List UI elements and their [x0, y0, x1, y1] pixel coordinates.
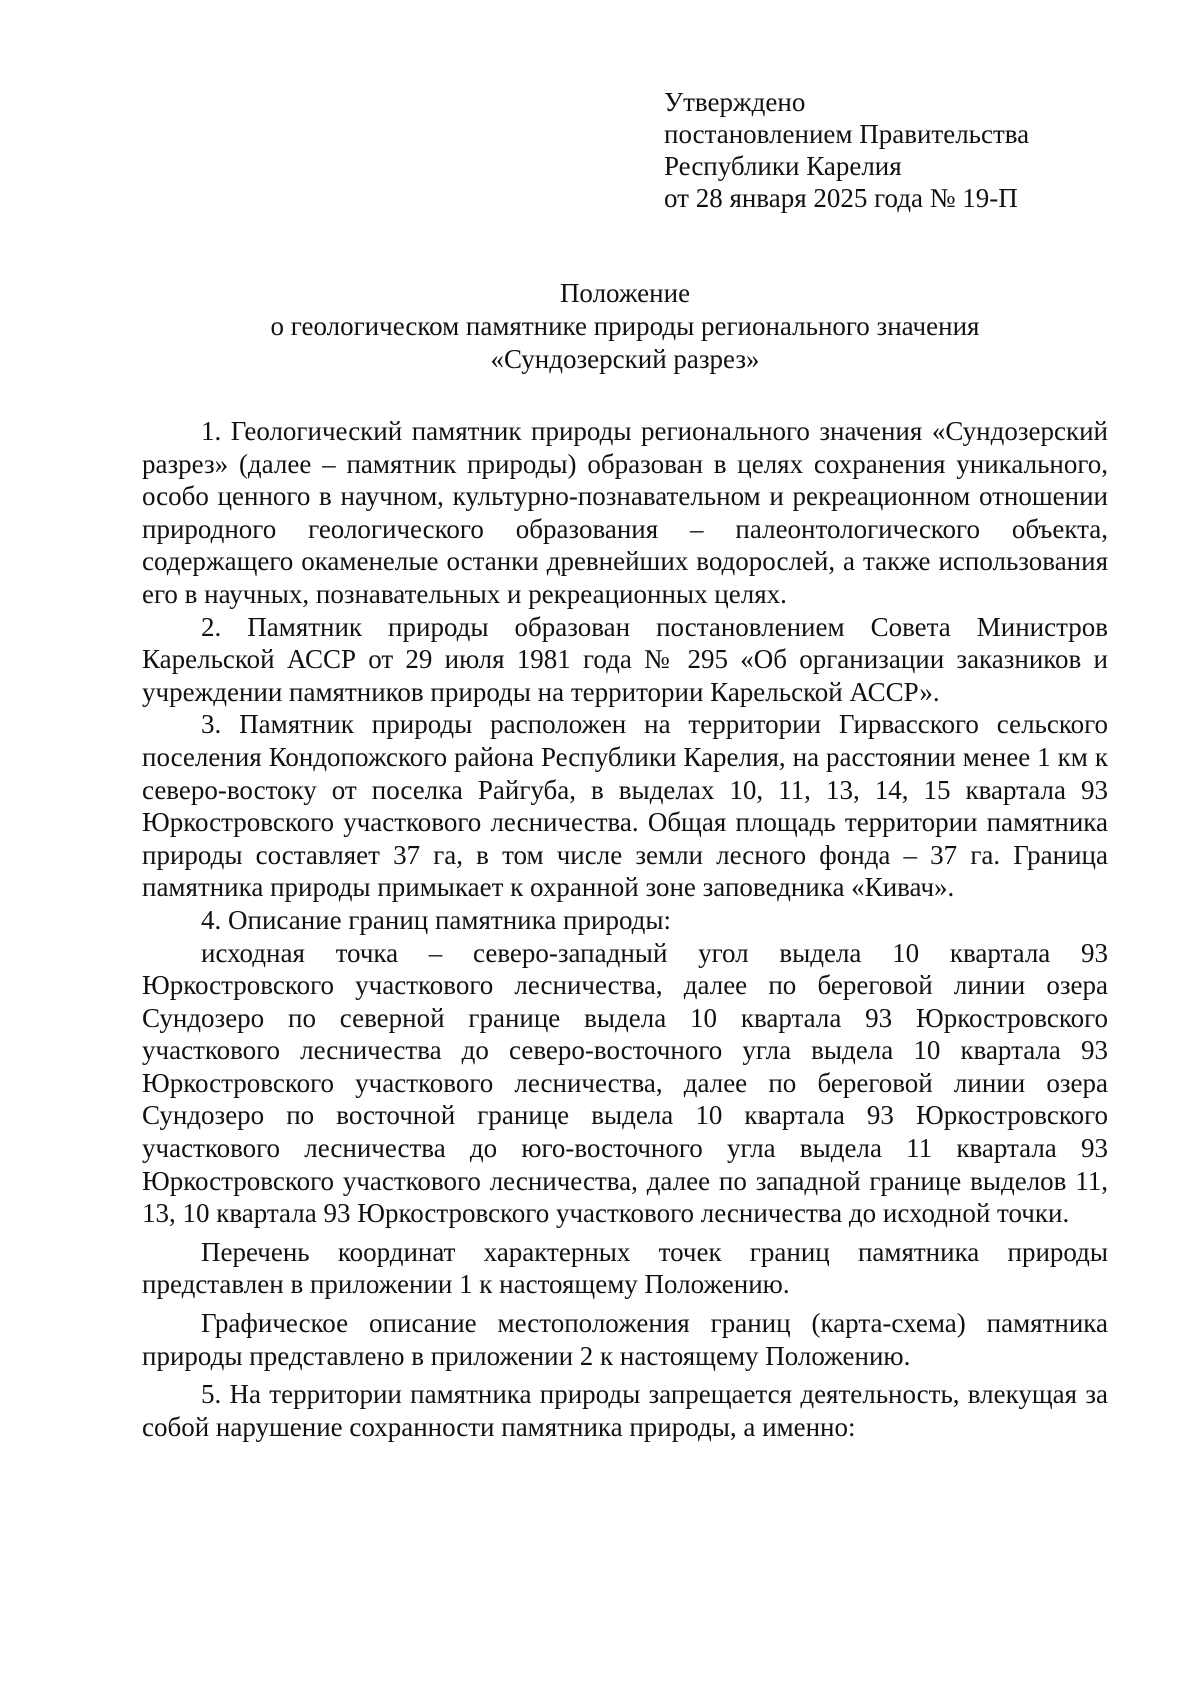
title-line-name: «Сундозерский разрез» [490, 344, 760, 374]
approval-line-republic: Республики Карелия [664, 151, 902, 181]
paragraph-3-location: 3. Памятник природы расположен на территории Гирвасского сельского поселения Кондопожского района Республики Карелия, на расстоянии менее 1 км к северо-востоку от поселка Райгуба, в выделах 10, 11, 13, 14, 15 квартала 93 Юркостровского участкового лесничества. Общая площадь территории памятника природы составляет 37 га, в том числе земли лесного фонда – 37 га. Граница памятника природы примыкает к охранной зоне заповедника «Кивач». [142, 709, 1108, 903]
paragraph-5-prohibitions: 5. На территории памятника природы запрещается деятельность, влекущая за собой нарушение сохранности памятника природы, а именно: [142, 1379, 1108, 1442]
paragraph-4-boundaries-description: исходная точка – северо-западный угол выдела 10 квартала 93 Юркостровского участкового лесничества, далее по береговой линии озера Сундозеро по северной границе выдела 10 квартала 93 Юркостровского участкового лесничества до северо-восточного угла выдела 10 квартала 93 Юркостровского участкового лесничества, далее по береговой линии озера Сундозеро по восточной границе выдела 10 квартала 93 Юркостровского участкового лесничества до юго-восточного угла выдела 11 квартала 93 Юркостровского участкового лесничества, далее по западной границе выделов 11, 13, 10 квартала 93 Юркостровского участкового лесничества до исходной точки. [142, 937, 1108, 1229]
title-line-subject: о геологическом памятнике природы регионального значения [270, 311, 980, 341]
paragraph-map-reference: Графическое описание местоположения границ (карта-схема) памятника природы представлено в приложении 2 к настоящему Положению. [142, 1308, 1108, 1371]
approval-line-resolution: постановлением Правительства [664, 119, 1030, 149]
paragraph-1-purpose: 1. Геологический памятник природы регионального значения «Сундозерский разрез» (далее – памятник природы) образован в целях сохранения уникального, особо ценного в научном, культурно-познавательном и рекреационном отношении природного геологического образования – палеонтологического объекта, содержащего окаменелые останки древнейших водорослей, а также использования его в научных, познавательных и рекреационных целях. [142, 416, 1108, 609]
approval-line-date-number: от 28 января 2025 года № 19-П [664, 183, 1018, 213]
approval-stamp [664, 86, 1124, 214]
document-body [142, 415, 1108, 1443]
approval-line-approved: Утверждено [664, 87, 806, 117]
paragraph-2-establishment: 2. Памятник природы образован постановлением Совета Министров Карельской АССР от 29 июля 1981 года № 295 «Об организации заказников и учреждении памятников природы на территории Карельской АССР». [142, 611, 1108, 707]
title-line-regulation: Положение [559, 278, 691, 308]
paragraph-4-boundaries-heading: 4. Описание границ памятника природы: [201, 904, 672, 935]
paragraph-coordinates-reference: Перечень координат характерных точек границ памятника природы представлен в приложении 1 к настоящему Положению. [142, 1236, 1108, 1300]
document-title [142, 277, 1108, 376]
